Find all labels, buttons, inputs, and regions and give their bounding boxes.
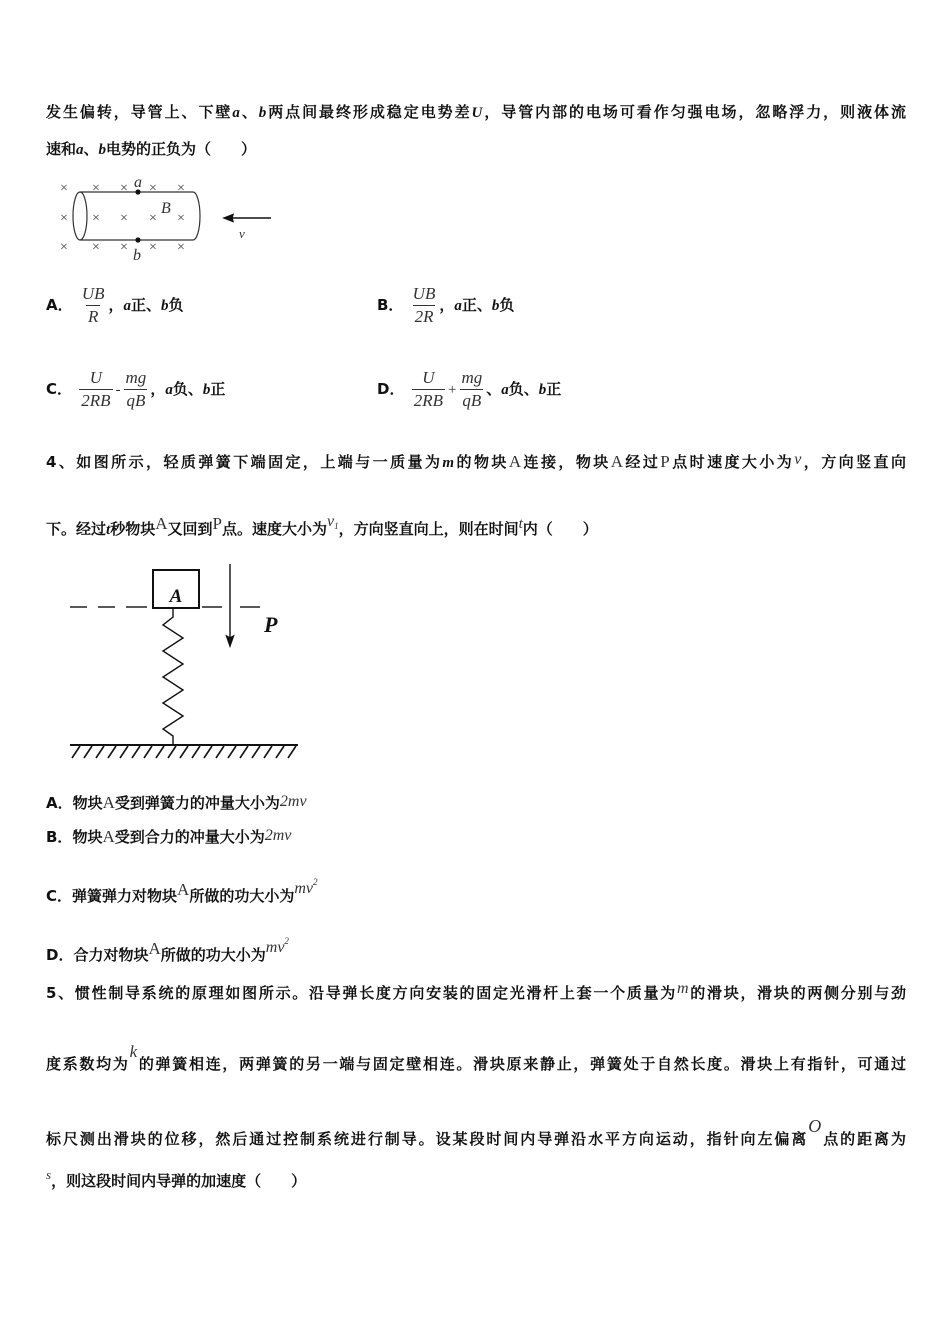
fraction: $\frac{U}{2RB}$ — [413, 368, 443, 410]
q3-pipe-figure — [52, 172, 282, 264]
q3-stem-line-1: 发生偏转，导管上、下壁a、b两点间最终形成稳定电势差U，导管内部的电场可看作匀强电场，忽略浮力，则液体流 — [46, 103, 906, 121]
fraction: $\frac{UB}{2R}$ — [412, 284, 436, 326]
q3-option-a[interactable]: A． $\frac{UB}{R}$ ，a正、b负 — [46, 284, 184, 326]
svg-text:×: × — [177, 240, 185, 255]
svg-text:×: × — [92, 181, 100, 196]
svg-text:×: × — [60, 240, 68, 255]
label-B: B — [161, 200, 171, 217]
spring — [163, 608, 183, 745]
q4-option-b[interactable]: B．物块A受到合力的冲量大小为2mv — [46, 827, 292, 846]
point-p-label: P — [264, 612, 278, 637]
q3-option-c[interactable]: C． $\frac{U}{2RB}$ - $\frac{mg}{qB}$ ，a负、b正 — [46, 368, 226, 410]
label-v: v — [239, 226, 245, 241]
svg-text:×: × — [60, 181, 68, 196]
velocity-arrow-down — [227, 564, 234, 646]
svg-text:×: × — [60, 211, 68, 226]
q4-option-d[interactable]: D．合力对物块A所做的功大小为$mv^2$ — [46, 936, 289, 964]
q4-option-c[interactable]: C．弹簧弹力对物块A所做的功大小为$mv^2$ — [46, 877, 318, 905]
velocity-arrow — [224, 215, 271, 222]
q5-stem-line-3: 标尺测出滑块的位移，然后通过控制系统进行制导。设某段时间内导弹沿水平方向运动，指针向左偏离O点的距离为 — [46, 1116, 906, 1148]
fraction: $\frac{mg}{qB}$ — [125, 368, 147, 410]
q4-spring-figure — [62, 562, 312, 772]
fraction: $\frac{U}{2RB}$ — [81, 368, 111, 410]
svg-text:×: × — [92, 211, 100, 226]
svg-text:×: × — [92, 240, 100, 255]
q5-stem-line-1: 5、惯性制导系统的原理如图所示。沿导弹长度方向安装的固定光滑杆上套一个质量为m的滑块，滑块的两侧分别与劲 — [46, 980, 906, 1002]
fraction: $\frac{mg}{qB}$ — [461, 368, 483, 410]
svg-text:×: × — [120, 181, 128, 196]
q5-stem-line-4: s，则这段时间内导弹的加速度（ ） — [46, 1167, 307, 1190]
q4-stem-line-1: 4、如图所示，轻质弹簧下端固定，上端与一质量为m的物块A连接，物块A经过P点时速度大小为v，方向竖直向 — [46, 451, 906, 471]
q3-option-d[interactable]: D． $\frac{U}{2RB}$ + $\frac{mg}{qB}$ 、a负、b正 — [377, 368, 562, 410]
svg-text:×: × — [149, 181, 157, 196]
label-b: b — [133, 247, 141, 264]
q3-stem-line-2: 速和a、b电势的正负为（ ） — [46, 140, 257, 158]
label-a: a — [134, 174, 142, 191]
q5-stem-line-2: 度系数均为k的弹簧相连，两弹簧的另一端与固定壁相连。滑块原来静止，弹簧处于自然长度。滑块上有指针，可通过 — [46, 1042, 906, 1073]
svg-text:×: × — [120, 211, 128, 226]
fraction: $\frac{UB}{R}$ — [81, 284, 105, 326]
ground-hatching — [72, 746, 296, 758]
block-a-label: A — [169, 586, 183, 607]
svg-text:×: × — [177, 181, 185, 196]
svg-text:×: × — [177, 211, 185, 226]
q4-stem-line-2: 下。经过t秒物块A又回到P点。速度大小为$v^1$，方向竖直向上，则在时间t内（ ） — [46, 513, 598, 538]
q4-option-a[interactable]: A．物块A受到弹簧力的冲量大小为2mv — [46, 793, 307, 812]
q3-option-b[interactable]: B． $\frac{UB}{2R}$ ，a正、b负 — [377, 284, 515, 326]
svg-text:×: × — [120, 240, 128, 255]
point-b-dot — [135, 237, 140, 242]
svg-text:×: × — [149, 211, 157, 226]
svg-text:×: × — [149, 240, 157, 255]
